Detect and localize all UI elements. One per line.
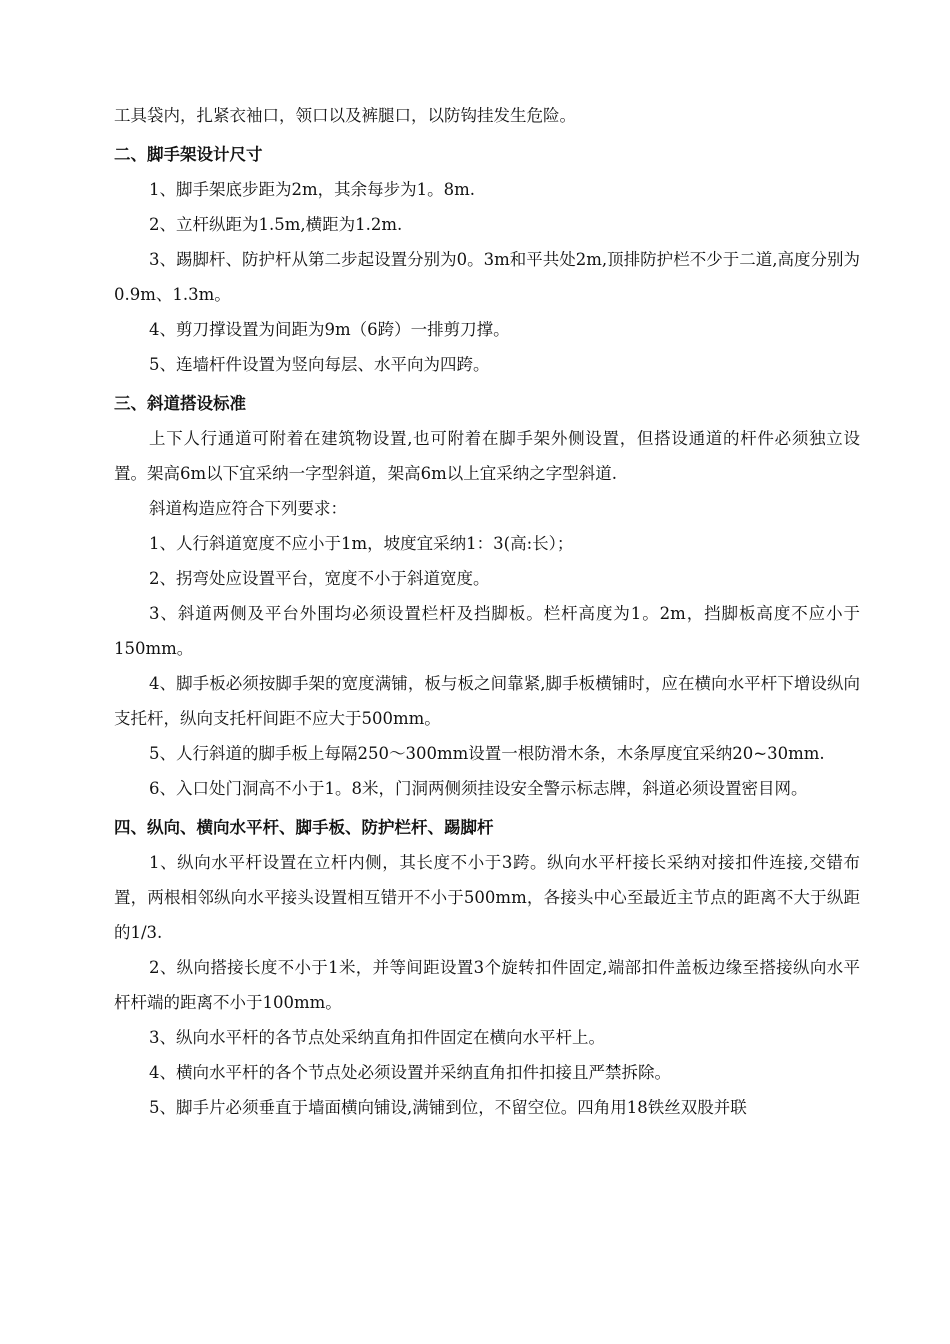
list-item: 1、纵向水平杆设置在立杆内侧，其长度不小于3跨。纵向水平杆接长采纳对接扣件连接,交错布置，两根相邻纵向水平接头设置相互错开不小于500mm，各接头中心至最近主节点的距离不大于纵距的1/3. — [114, 853, 860, 942]
section-heading-horizontal-bars: 四、纵向、横向水平杆、脚手板、防护栏杆、踢脚杆 — [114, 818, 494, 837]
paragraph-continuation: 工具袋内，扎紧衣袖口，领口以及裤腿口，以防钩挂发生危险。 — [114, 106, 576, 125]
list-item: 3、纵向水平杆的各节点处采纳直角扣件固定在横向水平杆上。 — [149, 1028, 605, 1047]
paragraph-lead: 斜道构造应符合下列要求： — [149, 499, 347, 518]
list-item: 5、人行斜道的脚手板上每隔250～300mm设置一根防滑木条，木条厚度宜采纳20~30mm. — [149, 744, 825, 763]
list-item: 4、横向水平杆的各个节点处必须设置并采纳直角扣件扣接且严禁拆除。 — [149, 1063, 671, 1082]
list-item: 2、拐弯处应设置平台，宽度不小于斜道宽度。 — [149, 569, 490, 588]
list-item: 4、脚手板必须按脚手架的宽度满铺，板与板之间靠紧,脚手板横铺时，应在横向水平杆下增设纵向支托杆，纵向支托杆间距不应大于500mm。 — [114, 674, 860, 728]
list-item: 1、人行斜道宽度不应小于1m，坡度宜采纳1：3(高:长）； — [149, 534, 574, 553]
list-item: 2、立杆纵距为1.5m,横距为1.2m. — [149, 215, 403, 234]
list-item: 6、入口处门洞高不小于1。8米，门洞两侧须挂设安全警示标志牌，斜道必须设置密目网。 — [149, 779, 808, 798]
section-heading-ramp-standard: 三、斜道搭设标准 — [114, 394, 246, 413]
list-item: 3、踢脚杆、防护杆从第二步起设置分别为0。3m和平共处2m,顶排防护栏不少于二道,高度分别为0.9m、1.3m。 — [114, 250, 860, 304]
section-heading-scaffold-dimensions: 二、脚手架设计尺寸 — [114, 145, 263, 164]
list-item: 3、斜道两侧及平台外围均必须设置栏杆及挡脚板。栏杆高度为1。2m，挡脚板高度不应小于150mm。 — [114, 604, 860, 658]
document-body — [114, 98, 860, 1125]
list-item: 4、剪刀撑设置为间距为9m（6跨）一排剪刀撑。 — [149, 320, 510, 339]
list-item: 5、连墙杆件设置为竖向每层、水平向为四跨。 — [149, 355, 490, 374]
list-item: 5、脚手片必须垂直于墙面横向铺设,满铺到位，不留空位。四角用18铁丝双股并联 — [149, 1098, 747, 1117]
list-item: 2、纵向搭接长度不小于1米，并等间距设置3个旋转扣件固定,端部扣件盖板边缘至搭接纵向水平杆杆端的距离不小于100mm。 — [114, 958, 860, 1012]
list-item: 1、脚手架底步距为2m，其余每步为1。8m. — [149, 180, 476, 199]
paragraph-intro: 上下人行通道可附着在建筑物设置,也可附着在脚手架外侧设置，但搭设通道的杆件必须独立设置。架高6m以下宜采纳一字型斜道，架高6m以上宜采纳之字型斜道. — [114, 429, 860, 483]
